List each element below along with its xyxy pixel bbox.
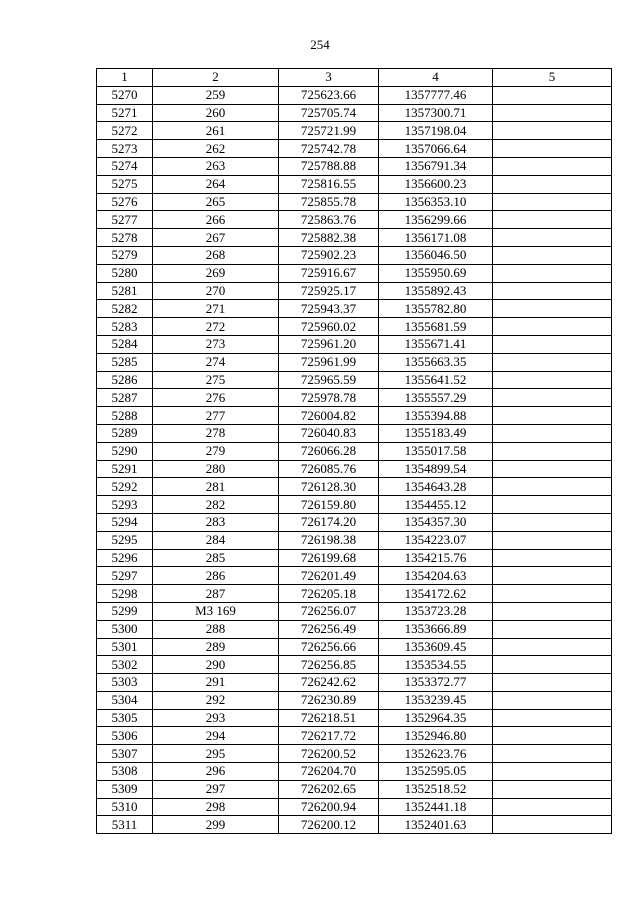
y-coordinate-cell: 1352946.80 <box>379 727 493 745</box>
y-coordinate-cell: 1355394.88 <box>379 407 493 425</box>
y-coordinate-cell: 1355641.52 <box>379 371 493 389</box>
x-coordinate-cell: 726040.83 <box>279 424 379 442</box>
y-coordinate-cell: 1356299.66 <box>379 211 493 229</box>
table-row <box>97 798 612 816</box>
point-number-cell: 298 <box>153 798 279 816</box>
point-number-cell: 277 <box>153 407 279 425</box>
notes-cell <box>493 157 612 175</box>
table-row <box>97 602 612 620</box>
row-number-cell: 5273 <box>97 140 153 158</box>
y-coordinate-cell: 1355950.69 <box>379 264 493 282</box>
point-number-cell: 273 <box>153 335 279 353</box>
row-number-cell: 5282 <box>97 300 153 318</box>
table-row <box>97 763 612 781</box>
y-coordinate-cell: 1356353.10 <box>379 193 493 211</box>
x-coordinate-cell: 726256.07 <box>279 602 379 620</box>
table-row <box>97 246 612 264</box>
row-number-cell: 5274 <box>97 157 153 175</box>
notes-cell <box>493 691 612 709</box>
row-number-cell: 5290 <box>97 442 153 460</box>
x-coordinate-cell: 726242.62 <box>279 674 379 692</box>
table-row <box>97 424 612 442</box>
notes-cell <box>493 282 612 300</box>
x-coordinate-cell: 726217.72 <box>279 727 379 745</box>
y-coordinate-cell: 1355782.80 <box>379 300 493 318</box>
y-coordinate-cell: 1352401.63 <box>379 816 493 834</box>
point-number-cell: 280 <box>153 460 279 478</box>
x-coordinate-cell: 725816.55 <box>279 175 379 193</box>
row-number-cell: 5309 <box>97 780 153 798</box>
table-row <box>97 122 612 140</box>
notes-cell <box>493 727 612 745</box>
table-row <box>97 549 612 567</box>
table-row <box>97 496 612 514</box>
row-number-cell: 5293 <box>97 496 153 514</box>
point-number-cell: 275 <box>153 371 279 389</box>
point-number-cell: 296 <box>153 763 279 781</box>
table-row <box>97 175 612 193</box>
notes-cell <box>493 763 612 781</box>
point-number-cell: МЗ 169 <box>153 602 279 620</box>
x-coordinate-cell: 726230.89 <box>279 691 379 709</box>
x-coordinate-cell: 726199.68 <box>279 549 379 567</box>
row-number-cell: 5284 <box>97 335 153 353</box>
notes-cell <box>493 211 612 229</box>
column-header-5: 5 <box>493 69 612 87</box>
y-coordinate-cell: 1353534.55 <box>379 656 493 674</box>
point-number-cell: 295 <box>153 745 279 763</box>
table-row <box>97 211 612 229</box>
row-number-cell: 5295 <box>97 531 153 549</box>
x-coordinate-cell: 725916.67 <box>279 264 379 282</box>
y-coordinate-cell: 1352441.18 <box>379 798 493 816</box>
point-number-cell: 268 <box>153 246 279 264</box>
x-coordinate-cell: 726200.94 <box>279 798 379 816</box>
column-header-1: 1 <box>97 69 153 87</box>
notes-cell <box>493 780 612 798</box>
table-row <box>97 478 612 496</box>
point-number-cell: 270 <box>153 282 279 300</box>
table-row <box>97 140 612 158</box>
y-coordinate-cell: 1357066.64 <box>379 140 493 158</box>
y-coordinate-cell: 1354172.62 <box>379 585 493 603</box>
table-row <box>97 229 612 247</box>
y-coordinate-cell: 1356600.23 <box>379 175 493 193</box>
notes-cell <box>493 318 612 336</box>
point-number-cell: 292 <box>153 691 279 709</box>
y-coordinate-cell: 1357777.46 <box>379 86 493 104</box>
y-coordinate-cell: 1355892.43 <box>379 282 493 300</box>
point-number-cell: 297 <box>153 780 279 798</box>
notes-cell <box>493 496 612 514</box>
table-row <box>97 389 612 407</box>
table-row <box>97 318 612 336</box>
notes-cell <box>493 229 612 247</box>
table-row <box>97 656 612 674</box>
row-number-cell: 5303 <box>97 674 153 692</box>
table-row <box>97 300 612 318</box>
x-coordinate-cell: 726159.80 <box>279 496 379 514</box>
y-coordinate-cell: 1354204.63 <box>379 567 493 585</box>
table-row <box>97 353 612 371</box>
notes-cell <box>493 104 612 122</box>
point-number-cell: 279 <box>153 442 279 460</box>
table-row <box>97 86 612 104</box>
row-number-cell: 5277 <box>97 211 153 229</box>
notes-cell <box>493 567 612 585</box>
point-number-cell: 263 <box>153 157 279 175</box>
notes-cell <box>493 371 612 389</box>
x-coordinate-cell: 725960.02 <box>279 318 379 336</box>
table-row <box>97 691 612 709</box>
point-number-cell: 278 <box>153 424 279 442</box>
row-number-cell: 5294 <box>97 513 153 531</box>
y-coordinate-cell: 1354899.54 <box>379 460 493 478</box>
column-header-4: 4 <box>379 69 493 87</box>
x-coordinate-cell: 725705.74 <box>279 104 379 122</box>
x-coordinate-cell: 725943.37 <box>279 300 379 318</box>
x-coordinate-cell: 725742.78 <box>279 140 379 158</box>
row-number-cell: 5297 <box>97 567 153 585</box>
point-number-cell: 259 <box>153 86 279 104</box>
row-number-cell: 5272 <box>97 122 153 140</box>
notes-cell <box>493 513 612 531</box>
notes-cell <box>493 264 612 282</box>
x-coordinate-cell: 725882.38 <box>279 229 379 247</box>
notes-cell <box>493 798 612 816</box>
table-row <box>97 371 612 389</box>
row-number-cell: 5287 <box>97 389 153 407</box>
y-coordinate-cell: 1353723.28 <box>379 602 493 620</box>
notes-cell <box>493 620 612 638</box>
row-number-cell: 5280 <box>97 264 153 282</box>
point-number-cell: 286 <box>153 567 279 585</box>
row-number-cell: 5296 <box>97 549 153 567</box>
y-coordinate-cell: 1352964.35 <box>379 709 493 727</box>
y-coordinate-cell: 1354643.28 <box>379 478 493 496</box>
x-coordinate-cell: 725902.23 <box>279 246 379 264</box>
y-coordinate-cell: 1356171.08 <box>379 229 493 247</box>
y-coordinate-cell: 1354215.76 <box>379 549 493 567</box>
table-row <box>97 709 612 727</box>
row-number-cell: 5286 <box>97 371 153 389</box>
row-number-cell: 5311 <box>97 816 153 834</box>
table-row <box>97 193 612 211</box>
row-number-cell: 5300 <box>97 620 153 638</box>
point-number-cell: 294 <box>153 727 279 745</box>
point-number-cell: 264 <box>153 175 279 193</box>
notes-cell <box>493 389 612 407</box>
y-coordinate-cell: 1355183.49 <box>379 424 493 442</box>
x-coordinate-cell: 725978.78 <box>279 389 379 407</box>
y-coordinate-cell: 1355557.29 <box>379 389 493 407</box>
point-number-cell: 290 <box>153 656 279 674</box>
table-row <box>97 780 612 798</box>
table-row <box>97 620 612 638</box>
column-header-3: 3 <box>279 69 379 87</box>
row-number-cell: 5307 <box>97 745 153 763</box>
table-row <box>97 585 612 603</box>
row-number-cell: 5285 <box>97 353 153 371</box>
y-coordinate-cell: 1355017.58 <box>379 442 493 460</box>
coordinates-table <box>96 68 612 834</box>
notes-cell <box>493 175 612 193</box>
notes-cell <box>493 122 612 140</box>
row-number-cell: 5298 <box>97 585 153 603</box>
y-coordinate-cell: 1352623.76 <box>379 745 493 763</box>
row-number-cell: 5308 <box>97 763 153 781</box>
point-number-cell: 287 <box>153 585 279 603</box>
x-coordinate-cell: 726201.49 <box>279 567 379 585</box>
y-coordinate-cell: 1355671.41 <box>379 335 493 353</box>
x-coordinate-cell: 726128.30 <box>279 478 379 496</box>
point-number-cell: 284 <box>153 531 279 549</box>
row-number-cell: 5275 <box>97 175 153 193</box>
x-coordinate-cell: 726218.51 <box>279 709 379 727</box>
table-row <box>97 816 612 834</box>
notes-cell <box>493 709 612 727</box>
y-coordinate-cell: 1352518.52 <box>379 780 493 798</box>
row-number-cell: 5291 <box>97 460 153 478</box>
notes-cell <box>493 549 612 567</box>
point-number-cell: 271 <box>153 300 279 318</box>
point-number-cell: 266 <box>153 211 279 229</box>
table-row <box>97 531 612 549</box>
table-header <box>97 69 612 87</box>
notes-cell <box>493 140 612 158</box>
point-number-cell: 281 <box>153 478 279 496</box>
notes-cell <box>493 407 612 425</box>
y-coordinate-cell: 1356046.50 <box>379 246 493 264</box>
x-coordinate-cell: 726256.49 <box>279 620 379 638</box>
x-coordinate-cell: 726198.38 <box>279 531 379 549</box>
x-coordinate-cell: 725961.20 <box>279 335 379 353</box>
table-row <box>97 104 612 122</box>
row-number-cell: 5276 <box>97 193 153 211</box>
row-number-cell: 5299 <box>97 602 153 620</box>
x-coordinate-cell: 726202.65 <box>279 780 379 798</box>
row-number-cell: 5279 <box>97 246 153 264</box>
row-number-cell: 5271 <box>97 104 153 122</box>
row-number-cell: 5302 <box>97 656 153 674</box>
y-coordinate-cell: 1357300.71 <box>379 104 493 122</box>
point-number-cell: 289 <box>153 638 279 656</box>
table-row <box>97 727 612 745</box>
y-coordinate-cell: 1354223.07 <box>379 531 493 549</box>
table-body <box>97 86 612 833</box>
y-coordinate-cell: 1356791.34 <box>379 157 493 175</box>
table-row <box>97 407 612 425</box>
point-number-cell: 272 <box>153 318 279 336</box>
point-number-cell: 299 <box>153 816 279 834</box>
point-number-cell: 265 <box>153 193 279 211</box>
row-number-cell: 5288 <box>97 407 153 425</box>
y-coordinate-cell: 1353372.77 <box>379 674 493 692</box>
table-row <box>97 157 612 175</box>
row-number-cell: 5301 <box>97 638 153 656</box>
point-number-cell: 262 <box>153 140 279 158</box>
point-number-cell: 260 <box>153 104 279 122</box>
notes-cell <box>493 442 612 460</box>
point-number-cell: 293 <box>153 709 279 727</box>
x-coordinate-cell: 726004.82 <box>279 407 379 425</box>
row-number-cell: 5270 <box>97 86 153 104</box>
row-number-cell: 5289 <box>97 424 153 442</box>
notes-cell <box>493 300 612 318</box>
x-coordinate-cell: 725721.99 <box>279 122 379 140</box>
notes-cell <box>493 602 612 620</box>
y-coordinate-cell: 1354357.30 <box>379 513 493 531</box>
notes-cell <box>493 531 612 549</box>
y-coordinate-cell: 1353666.89 <box>379 620 493 638</box>
table-row <box>97 674 612 692</box>
notes-cell <box>493 638 612 656</box>
x-coordinate-cell: 725965.59 <box>279 371 379 389</box>
table-row <box>97 567 612 585</box>
table-row <box>97 745 612 763</box>
point-number-cell: 282 <box>153 496 279 514</box>
notes-cell <box>493 246 612 264</box>
table-row <box>97 460 612 478</box>
x-coordinate-cell: 725623.66 <box>279 86 379 104</box>
x-coordinate-cell: 725863.76 <box>279 211 379 229</box>
x-coordinate-cell: 725788.88 <box>279 157 379 175</box>
point-number-cell: 269 <box>153 264 279 282</box>
point-number-cell: 291 <box>153 674 279 692</box>
table-row <box>97 513 612 531</box>
x-coordinate-cell: 726256.66 <box>279 638 379 656</box>
page-number: 254 <box>310 37 330 52</box>
row-number-cell: 5304 <box>97 691 153 709</box>
header-row <box>97 69 612 87</box>
x-coordinate-cell: 726085.76 <box>279 460 379 478</box>
notes-cell <box>493 478 612 496</box>
table-row <box>97 638 612 656</box>
x-coordinate-cell: 726200.52 <box>279 745 379 763</box>
x-coordinate-cell: 725925.17 <box>279 282 379 300</box>
y-coordinate-cell: 1353609.45 <box>379 638 493 656</box>
point-number-cell: 288 <box>153 620 279 638</box>
y-coordinate-cell: 1355663.35 <box>379 353 493 371</box>
x-coordinate-cell: 725961.99 <box>279 353 379 371</box>
notes-cell <box>493 460 612 478</box>
notes-cell <box>493 816 612 834</box>
x-coordinate-cell: 726174.20 <box>279 513 379 531</box>
table-row <box>97 282 612 300</box>
notes-cell <box>493 745 612 763</box>
table-row <box>97 264 612 282</box>
row-number-cell: 5283 <box>97 318 153 336</box>
y-coordinate-cell: 1354455.12 <box>379 496 493 514</box>
table-row <box>97 442 612 460</box>
point-number-cell: 285 <box>153 549 279 567</box>
y-coordinate-cell: 1357198.04 <box>379 122 493 140</box>
x-coordinate-cell: 725855.78 <box>279 193 379 211</box>
x-coordinate-cell: 726066.28 <box>279 442 379 460</box>
y-coordinate-cell: 1352595.05 <box>379 763 493 781</box>
row-number-cell: 5306 <box>97 727 153 745</box>
notes-cell <box>493 585 612 603</box>
notes-cell <box>493 424 612 442</box>
point-number-cell: 283 <box>153 513 279 531</box>
notes-cell <box>493 674 612 692</box>
point-number-cell: 276 <box>153 389 279 407</box>
row-number-cell: 5305 <box>97 709 153 727</box>
x-coordinate-cell: 726256.85 <box>279 656 379 674</box>
notes-cell <box>493 656 612 674</box>
point-number-cell: 261 <box>153 122 279 140</box>
table-row <box>97 335 612 353</box>
x-coordinate-cell: 726205.18 <box>279 585 379 603</box>
x-coordinate-cell: 726204.70 <box>279 763 379 781</box>
row-number-cell: 5310 <box>97 798 153 816</box>
notes-cell <box>493 353 612 371</box>
row-number-cell: 5278 <box>97 229 153 247</box>
notes-cell <box>493 335 612 353</box>
notes-cell <box>493 193 612 211</box>
x-coordinate-cell: 726200.12 <box>279 816 379 834</box>
point-number-cell: 274 <box>153 353 279 371</box>
column-header-2: 2 <box>153 69 279 87</box>
point-number-cell: 267 <box>153 229 279 247</box>
row-number-cell: 5281 <box>97 282 153 300</box>
y-coordinate-cell: 1355681.59 <box>379 318 493 336</box>
notes-cell <box>493 86 612 104</box>
y-coordinate-cell: 1353239.45 <box>379 691 493 709</box>
row-number-cell: 5292 <box>97 478 153 496</box>
